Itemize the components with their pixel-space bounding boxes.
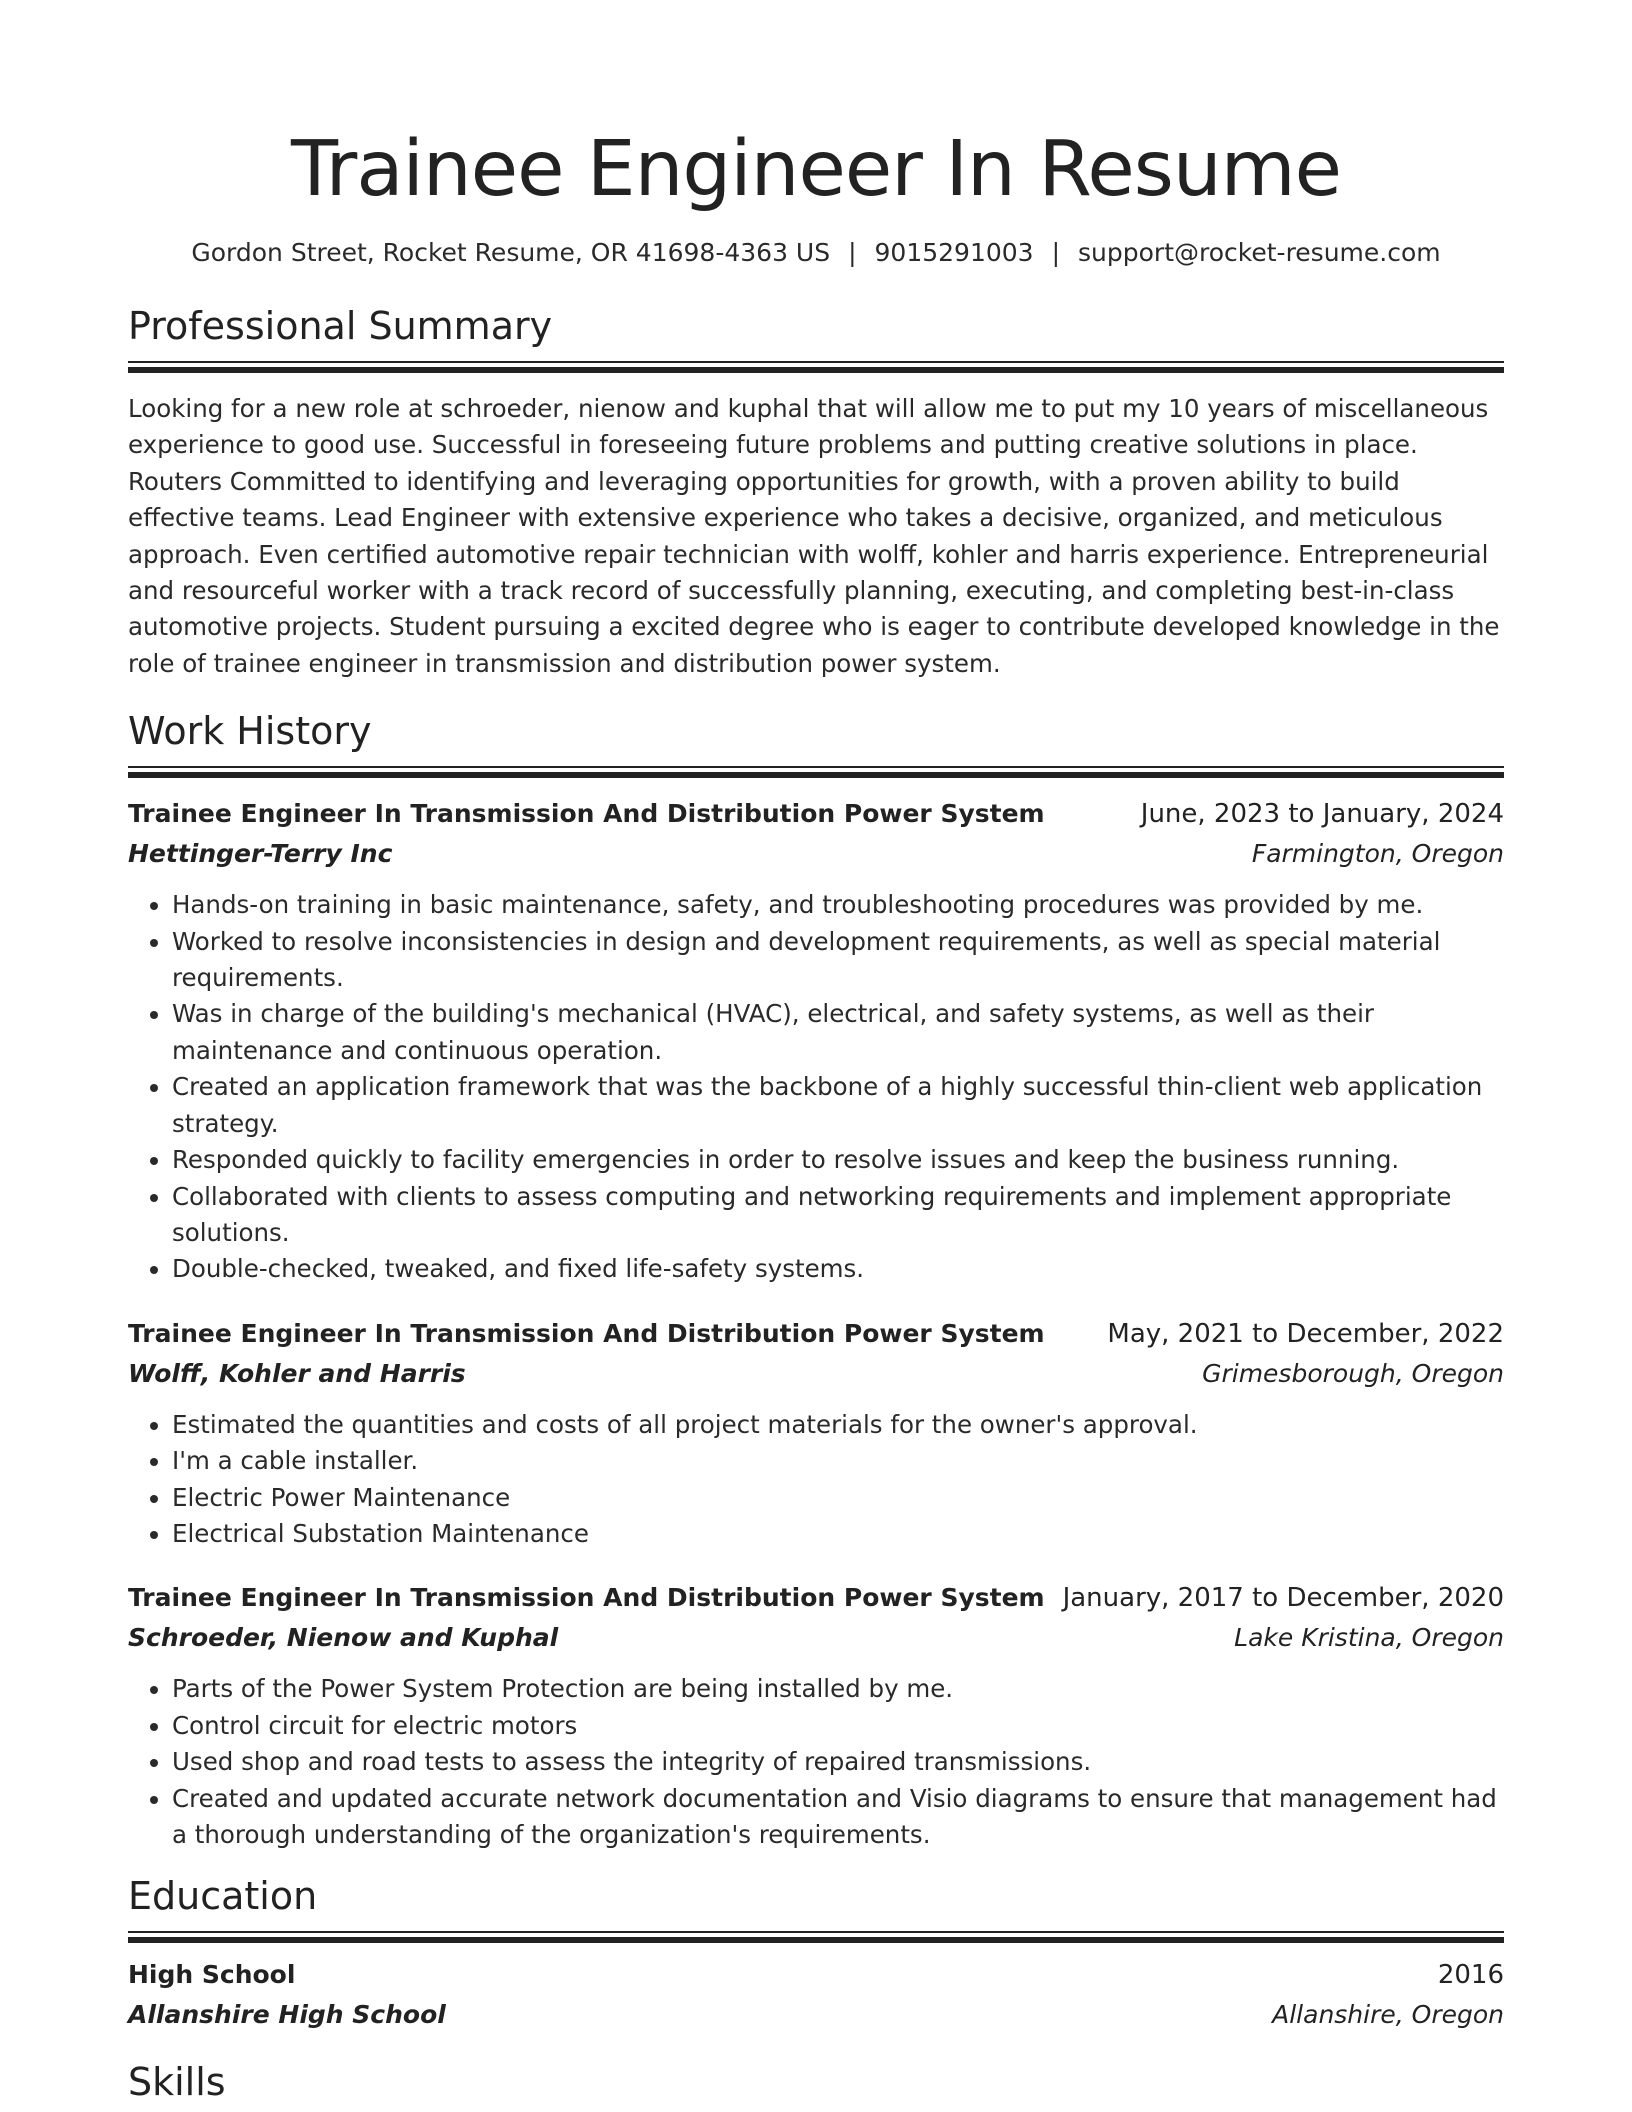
list-item: • Electrical Substation Maintenance — [172, 1516, 1504, 1552]
job-company-row — [128, 1354, 1504, 1394]
job-title: Trainee Engineer In Transmission And Distribution Power System — [128, 1318, 1045, 1348]
job-company: Schroeder, Nienow and Kuphal — [128, 1623, 559, 1653]
job-header-row — [128, 1314, 1504, 1354]
job-company: Hettinger-Terry Inc — [128, 839, 393, 869]
job-company: Wolff, Kohler and Harris — [128, 1358, 466, 1388]
job-dates: May, 2021 to December, 2022 — [1107, 1318, 1504, 1349]
resume-page — [128, 0, 1504, 2105]
job-location: Grimesborough, Oregon — [1202, 1358, 1504, 1388]
contact-separator: | — [848, 238, 857, 267]
contact-phone: 9015291003 — [874, 238, 1034, 267]
job-header-row — [128, 1578, 1504, 1618]
contact-line — [128, 237, 1504, 269]
list-item: • Worked to resolve inconsistencies in design and development requirements, as well as special material requirements. — [172, 924, 1504, 997]
education-school-row — [128, 1995, 1504, 2035]
education-section — [128, 1873, 1504, 2035]
summary-section — [128, 303, 1504, 682]
section-title-skills: Skills — [128, 2060, 226, 2105]
job-company-row — [128, 834, 1504, 874]
job-location: Farmington, Oregon — [1251, 839, 1504, 869]
work-history-section — [128, 708, 1504, 1853]
contact-email: support@rocket-resume.com — [1078, 238, 1441, 267]
section-divider — [128, 766, 1504, 778]
list-item: • Collaborated with clients to assess computing and networking requirements and implement appropriate solutions. — [172, 1179, 1504, 1252]
list-item: • Estimated the quantities and costs of all project materials for the owner's approval. — [172, 1407, 1504, 1443]
job-entry — [128, 1578, 1504, 1853]
list-item: • Created an application framework that was the backbone of a highly successful thin-client web application strategy. — [172, 1069, 1504, 1142]
job-location: Lake Kristina, Oregon — [1234, 1623, 1504, 1653]
job-title: Trainee Engineer In Transmission And Distribution Power System — [128, 799, 1045, 829]
list-item: • Used shop and road tests to assess the integrity of repaired transmissions. — [172, 1744, 1504, 1780]
education-header-row — [128, 1955, 1504, 1995]
skills-section — [128, 2059, 1504, 2105]
job-company-row — [128, 1618, 1504, 1658]
list-item: • Electric Power Maintenance — [172, 1480, 1504, 1516]
education-entry — [128, 1955, 1504, 2035]
list-item: • Double-checked, tweaked, and fixed life-safety systems. — [172, 1251, 1504, 1287]
resume-name: Trainee Engineer In Resume — [290, 125, 1342, 214]
education-location: Allanshire, Oregon — [1272, 2000, 1504, 2030]
job-bullets — [128, 1671, 1504, 1853]
section-title-education: Education — [128, 1874, 318, 1919]
job-title: Trainee Engineer In Transmission And Distribution Power System — [128, 1583, 1045, 1613]
job-dates: June, 2023 to January, 2024 — [1140, 799, 1504, 830]
job-bullets — [128, 1407, 1504, 1553]
job-entry — [128, 794, 1504, 1287]
contact-address: Gordon Street, Rocket Resume, OR 41698-4363 US — [191, 238, 831, 267]
list-item: • I'm a cable installer. — [172, 1443, 1504, 1479]
list-item: • Was in charge of the building's mechanical (HVAC), electrical, and safety systems, as well as their maintenance and continuous operation. — [172, 996, 1504, 1069]
list-item: • Hands-on training in basic maintenance, safety, and troubleshooting procedures was provided by me. — [172, 887, 1504, 923]
job-header-row — [128, 794, 1504, 834]
section-title-summary: Professional Summary — [128, 304, 553, 348]
job-bullets — [128, 887, 1504, 1287]
list-item: • Responded quickly to facility emergencies in order to resolve issues and keep the business running. — [172, 1142, 1504, 1178]
list-item: • Parts of the Power System Protection are being installed by me. — [172, 1671, 1504, 1707]
list-item: • Control circuit for electric motors — [172, 1708, 1504, 1744]
list-item: • Created and updated accurate network documentation and Visio diagrams to ensure that management had a thorough understanding of the organization's requirements. — [172, 1781, 1504, 1854]
job-dates: January, 2017 to December, 2020 — [1062, 1583, 1504, 1614]
job-entry — [128, 1314, 1504, 1553]
summary-text: Looking for a new role at schroeder, nienow and kuphal that will allow me to put my 10 years of miscellaneous experience to good use. Successful in foreseeing future problems and putting creative solutions in place. Routers Committed to identifying and leveraging opportunities for growth, with a proven ability to build effective teams. Lead Engineer with extensive experience who takes a decisive, organized, and meticulous approach. Even certified automotive repair technician with wolff, kohler and harris experience. Entrepreneurial and resourceful worker with a track record of successfully planning, executing, and completing best-in-class automotive projects. Student pursuing a excited degree who is eager to contribute developed knowledge in the role of trainee engineer in transmission and distribution power system. — [128, 394, 1500, 678]
education-degree: High School — [128, 1960, 296, 1990]
section-divider — [128, 361, 1504, 373]
education-year: 2016 — [1437, 1960, 1504, 1991]
contact-separator: | — [1051, 238, 1061, 267]
education-school: Allanshire High School — [128, 2000, 446, 2030]
section-divider — [128, 1931, 1504, 1943]
section-title-work-history: Work History — [128, 709, 372, 754]
